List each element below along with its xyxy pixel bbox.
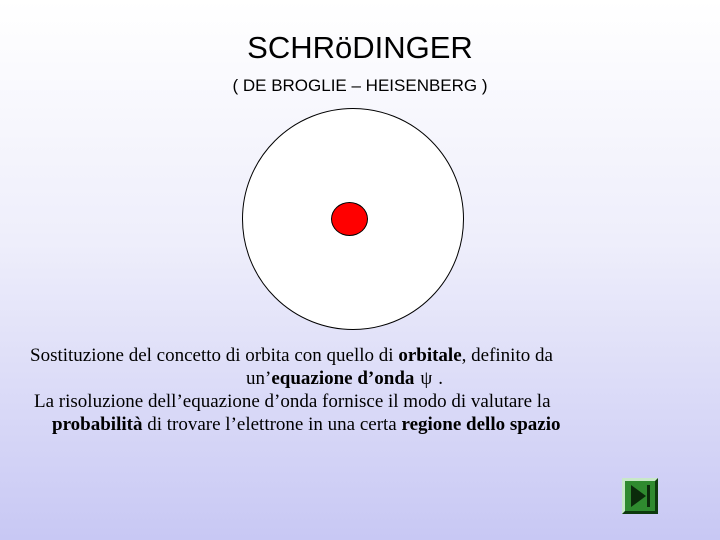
- slide-title: SCHRöDINGER: [247, 30, 473, 65]
- probability-term: probabilità: [52, 414, 143, 435]
- skip-to-end-button[interactable]: [622, 478, 658, 514]
- body-line-1: [24, 344, 700, 367]
- body-text-span: , definito da: [461, 345, 553, 366]
- psi-symbol: ψ: [420, 368, 433, 389]
- body-line-4: [24, 413, 700, 436]
- slide-subtitle: ( DE BROGLIE – HEISENBERG ): [232, 76, 488, 95]
- skip-to-end-icon: [625, 481, 655, 511]
- body-text-span: un’: [246, 368, 272, 389]
- body-line-2: [24, 367, 700, 390]
- nucleus-dot: [331, 202, 368, 236]
- wave-equation-term: equazione d’onda: [271, 368, 415, 389]
- body-text-span: .: [438, 368, 444, 389]
- body-line-3: La risoluzione dell’equazione d’onda fornisce il modo di valutare la: [34, 391, 551, 412]
- space-region-term: regione dello spazio: [401, 414, 561, 435]
- body-text-span: Sostituzione del concetto di orbita con quello di: [30, 345, 399, 366]
- body-text: [24, 344, 700, 436]
- body-text-span: di trovare l’elettrone in una certa: [142, 414, 402, 435]
- orbitale-term: orbitale: [398, 345, 462, 366]
